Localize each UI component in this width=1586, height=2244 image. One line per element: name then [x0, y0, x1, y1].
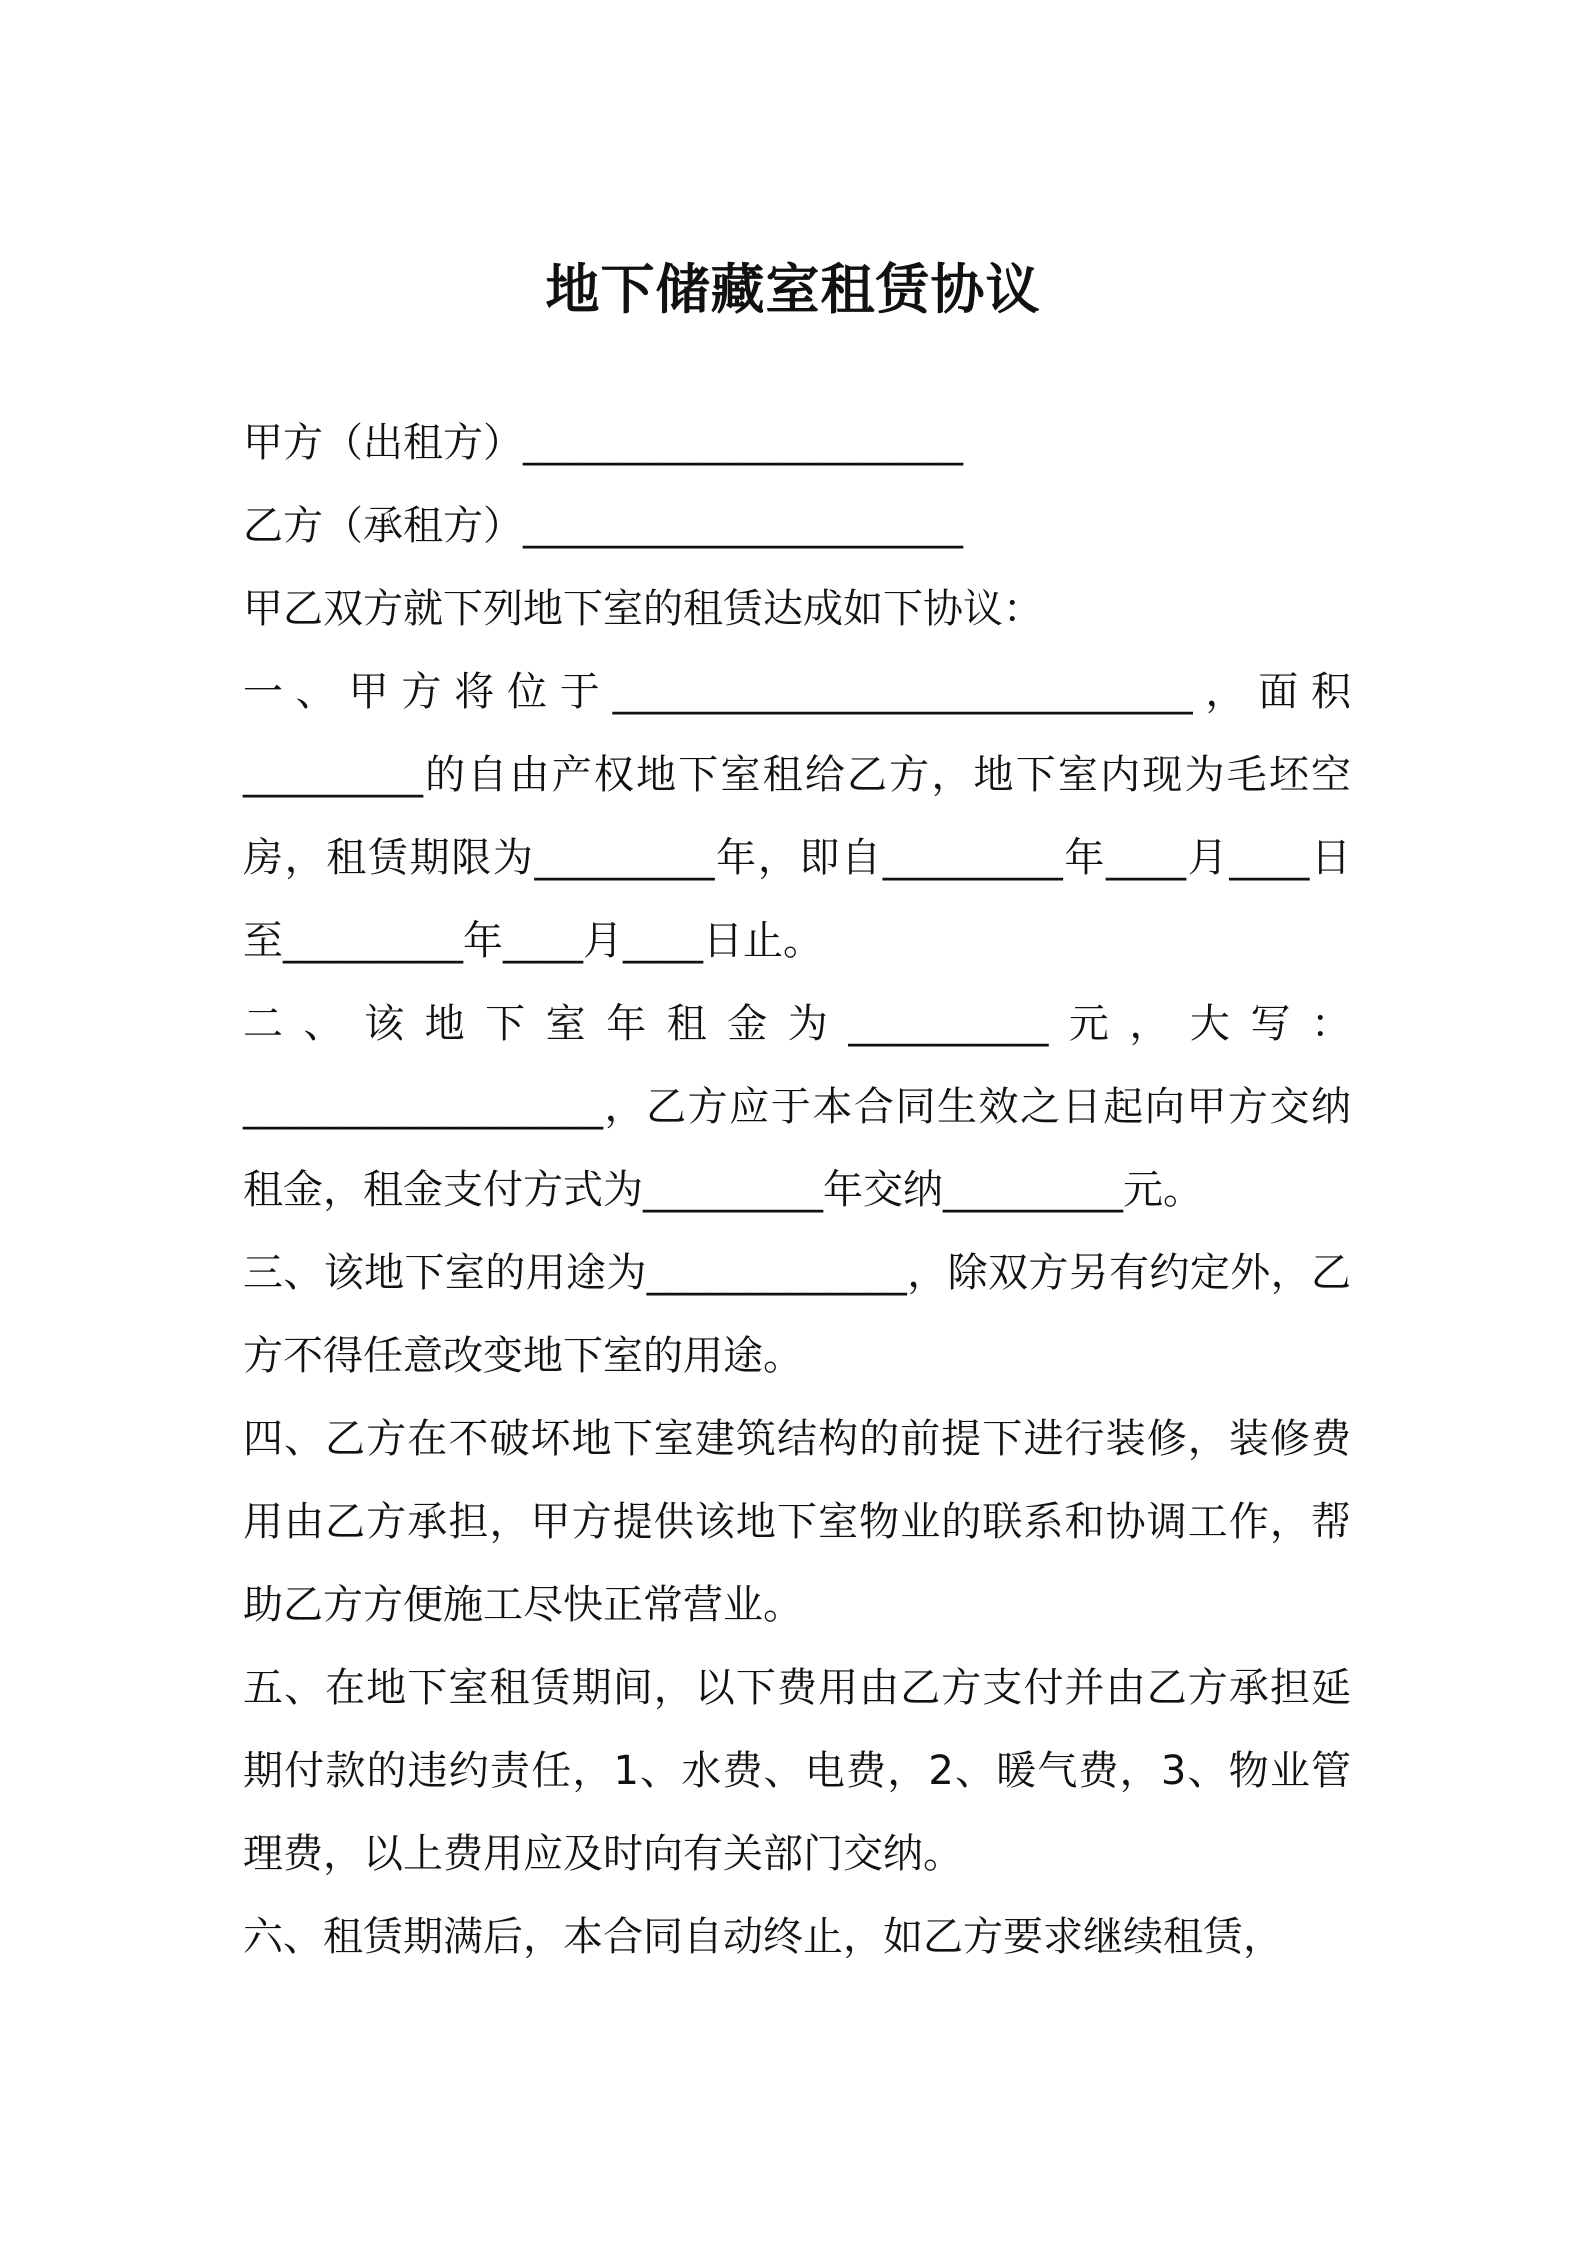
document-body — [243, 402, 1351, 1979]
clause-5: 五、在地下室租赁期间，以下费用由乙方支付并由乙方承担延期付款的违约责任，1、水费、电费，2、暖气费，3、物业管理费，以上费用应及时向有关部门交纳。 — [243, 1665, 1351, 1877]
clause-3: 三、该地下室的用途为_____________，除双方另有约定外，乙方不得任意改变地下室的用途。 — [243, 1250, 1351, 1379]
clause-4: 四、乙方在不破坏地下室建筑结构的前提下进行装修，装修费用由乙方承担，甲方提供该地下室物业的联系和协调工作，帮助乙方方便施工尽快正常营业。 — [243, 1416, 1351, 1628]
clause-1: 一、甲方将位于_____________________________，面积_________的自由产权地下室租给乙方，地下室内现为毛坯空房，租赁期限为_________年，即自_________年____月____日至_________年____月____日止。 — [243, 669, 1351, 964]
document-title: 地下储藏室租赁协议 — [545, 258, 1041, 321]
party-b-line: 乙方（承租方）______________________ — [243, 503, 963, 549]
intro-paragraph: 甲乙双方就下列地下室的租赁达成如下协议： — [243, 586, 1043, 632]
clause-6: 六、租赁期满后，本合同自动终止，如乙方要求继续租赁， — [243, 1914, 1283, 1960]
party-a-line: 甲方（出租方）______________________ — [243, 420, 963, 466]
clause-2: 二、该地下室年租金为__________元，大写：__________________，乙方应于本合同生效之日起向甲方交纳租金，租金支付方式为_________年交纳_________元。 — [243, 1001, 1351, 1213]
